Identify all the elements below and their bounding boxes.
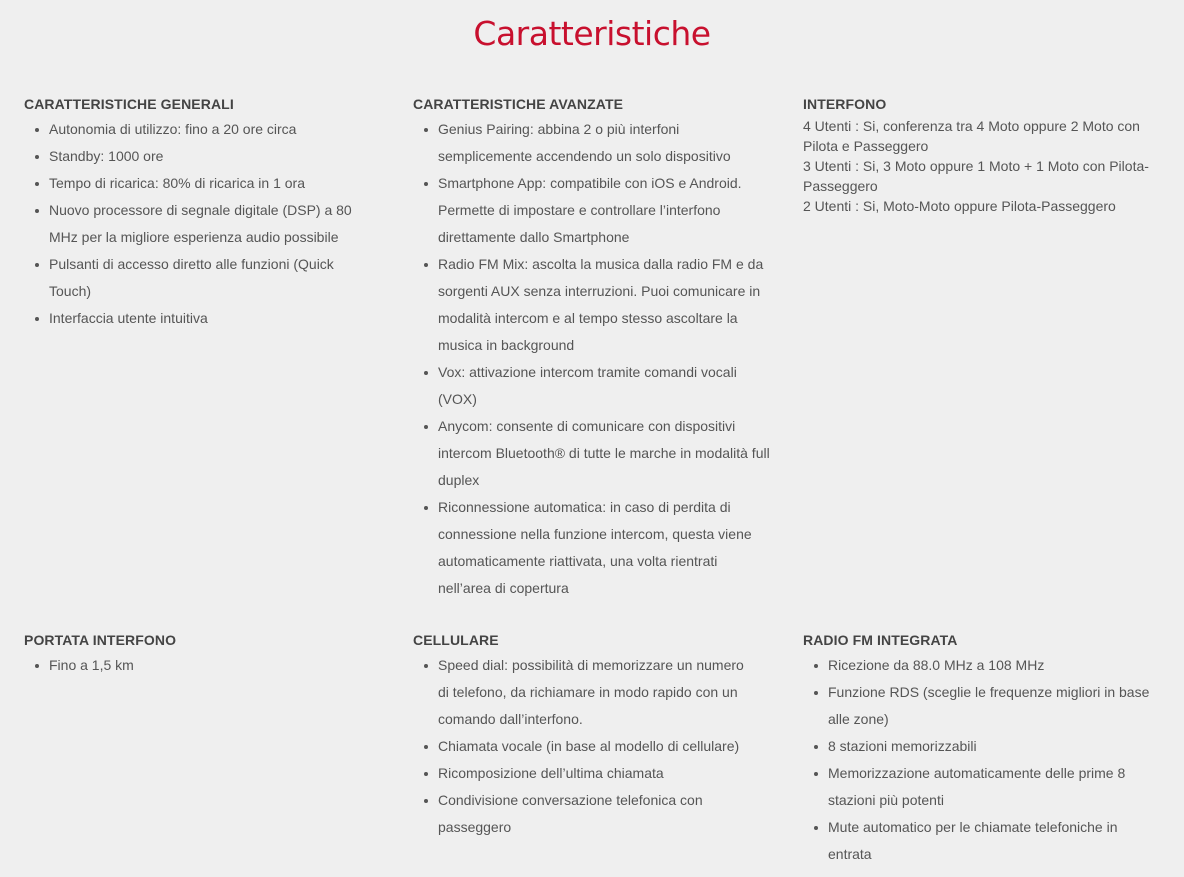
- list-item: Pulsanti di accesso diretto alle funzioni (Quick Touch): [49, 251, 364, 305]
- list-item: Ricomposizione dell’ultima chiamata: [438, 760, 753, 787]
- list-item: Tempo di ricarica: 80% di ricarica in 1 ora: [49, 170, 364, 197]
- section-caratteristiche-generali: [24, 94, 364, 332]
- section-radio-fm-integrata: [803, 630, 1163, 868]
- feature-list: [413, 652, 753, 841]
- section-caratteristiche-avanzate: [413, 94, 773, 602]
- list-item: Memorizzazione automaticamente delle prime 8 stazioni più potenti: [828, 760, 1163, 814]
- text-line: 3 Utenti : Si, 3 Moto oppure 1 Moto + 1 Moto con Pilota-Passeggero: [803, 158, 1149, 194]
- list-item: Interfaccia utente intuitiva: [49, 305, 364, 332]
- section-heading: INTERFONO: [803, 96, 887, 112]
- list-item: Speed dial: possibilità di memorizzare un numero di telefono, da richiamare in modo rapido con un comando dall’interfono.: [438, 652, 753, 733]
- section-portata-interfono: [24, 630, 364, 679]
- feature-list: [803, 652, 1163, 868]
- list-item: Mute automatico per le chiamate telefoniche in entrata: [828, 814, 1163, 868]
- list-item: Riconnessione automatica: in caso di perdita di connessione nella funzione intercom, questa viene automaticamente riattivata, una volta rientrati nell’area di copertura: [438, 494, 773, 602]
- interfono-lines: [803, 116, 1163, 216]
- list-item: Genius Pairing: abbina 2 o più interfoni semplicemente accendendo un solo dispositivo: [438, 116, 773, 170]
- text-line: 2 Utenti : Si, Moto-Moto oppure Pilota-Passeggero: [803, 198, 1116, 214]
- section-heading: CARATTERISTICHE GENERALI: [24, 96, 234, 112]
- section-cellulare: [413, 630, 753, 841]
- section-heading: CARATTERISTICHE AVANZATE: [413, 96, 624, 112]
- section-heading: RADIO FM INTEGRATA: [803, 632, 958, 648]
- list-item: Nuovo processore di segnale digitale (DSP) a 80 MHz per la migliore esperienza audio possibile: [49, 197, 364, 251]
- feature-list: [24, 652, 364, 679]
- feature-list: [413, 116, 773, 602]
- list-item: Vox: attivazione intercom tramite comandi vocali (VOX): [438, 359, 773, 413]
- list-item: Condivisione conversazione telefonica con passeggero: [438, 787, 753, 841]
- section-heading: CELLULARE: [413, 632, 499, 648]
- list-item: Autonomia di utilizzo: fino a 20 ore circa: [49, 116, 364, 143]
- list-item: Smartphone App: compatibile con iOS e Android. Permette di impostare e controllare l’interfono direttamente dallo Smartphone: [438, 170, 773, 251]
- page-title: Caratteristiche: [473, 14, 711, 53]
- list-item: Anycom: consente di comunicare con dispositivi intercom Bluetooth® di tutte le marche in modalità full duplex: [438, 413, 773, 494]
- list-item: Chiamata vocale (in base al modello di cellulare): [438, 733, 753, 760]
- list-item: Ricezione da 88.0 MHz a 108 MHz: [828, 652, 1163, 679]
- feature-list: [24, 116, 364, 332]
- list-item: Funzione RDS (sceglie le frequenze migliori in base alle zone): [828, 679, 1163, 733]
- list-item: Fino a 1,5 km: [49, 652, 364, 679]
- list-item: Radio FM Mix: ascolta la musica dalla radio FM e da sorgenti AUX senza interruzioni. Puoi comunicare in modalità intercom e al tempo stesso ascoltare la musica in background: [438, 251, 773, 359]
- section-heading: PORTATA INTERFONO: [24, 632, 177, 648]
- section-interfono: [803, 94, 1163, 216]
- text-line: 4 Utenti : Si, conferenza tra 4 Moto oppure 2 Moto con Pilota e Passeggero: [803, 118, 1140, 154]
- list-item: Standby: 1000 ore: [49, 143, 364, 170]
- list-item: 8 stazioni memorizzabili: [828, 733, 1163, 760]
